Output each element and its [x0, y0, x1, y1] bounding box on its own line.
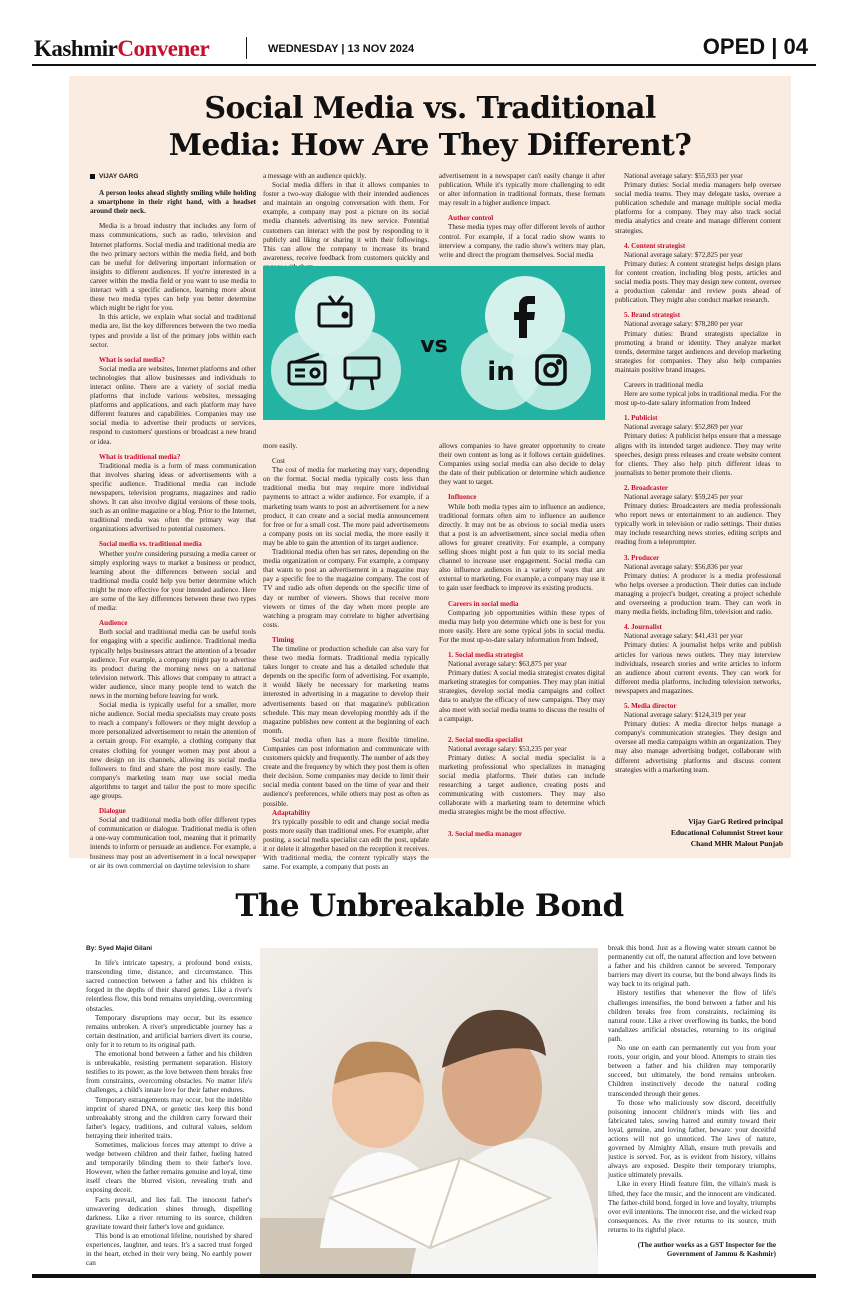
subheading: 2. Social media specialist	[448, 735, 523, 744]
article-social-vs-traditional	[69, 76, 791, 872]
graphic-svg	[263, 266, 605, 420]
paragraph: Social media often has a more flexible timeline. Companies can post information and communicate with customers quickly and frequently. The number of ads they create and the frequency by which they post them is often their decision. Some companies may decide to limit their social media content based on the time of year and their audience's preferences, while others may post as often as possible.	[263, 735, 429, 808]
article-unbreakable-bond	[63, 886, 796, 1278]
paragraph: Facts prevail, and lies fail. The innocent father's unwavering dedication shines through, dispelling darkness. Like a river returning to its source, children gravitate toward their father's love and guidance.	[86, 1195, 252, 1231]
paragraph: Social media differs in that it allows companies to foster a two-way dialogue with their intended audiences and maintain an ongoing conversation with them. For example, a company may post a picture on its social media channels advertising its new service. Potential customers can interact with the post by responding to it publicly and liking or sharing it with their followings. This can allow the company to increase its brand awareness, receive feedback from customers quickly and	[263, 181, 429, 262]
paragraph: Traditional media is a form of mass communication that involves sharing ideas or advertisements with a specific audience. Traditional media can include newspapers, television programs, magazines and radio shows. It can also involve digital versions of these tools, such as an online magazine or a blog. Prior to the Internet, traditional media was often the primary way that organizations advertised to potential customers.	[90, 461, 256, 534]
subheading: 1. Social media strategist	[448, 650, 524, 659]
paragraph: Social media is typically useful for a smaller, more niche audience. Social media specialists may create posts to reach a company's followers or they might develop a more personalized advertisement to retain the attention of a certain group. For example, a clothing company that creates clothing for younger women may post about a new design on its channels, allowing its social media followers to find and share the post more easily. The company's marketing team may use social media algorithms to target and tailor the post to more specific age groups.	[90, 701, 256, 800]
byline: By: Syed Majid Gilani	[86, 945, 153, 952]
paragraph: Traditional media often has set rates, depending on the media organization or company. For example, a company that wants to post an advertisement in a magazine may pay a specific fee to the magazine company. The cost of TV and radio ads often depends on the specific time of day or number of viewers. Shows that receive more viewers or times of the day when more people are watching a program may correlate to higher advertising costs.	[263, 548, 429, 629]
paragraph: Primary duties: Brand strategists specialize in promoting a brand or identity. They analyze market trends, determine target audiences and develop marketing strategies for companies. They also help companies maintain positive brand images.	[615, 329, 781, 374]
circle-billboard	[321, 330, 401, 410]
paragraph: Careers in traditional media	[624, 380, 703, 389]
photo-illustration	[260, 948, 598, 1278]
paragraph: National average salary: $59,245 per year	[624, 493, 743, 501]
subheading: Adaptability	[272, 808, 311, 817]
circle-instagram	[511, 330, 591, 410]
article-column-3-bottom	[439, 442, 605, 856]
paragraph: Both social and traditional media can be useful tools for engaging with a specific audience. Traditional media typically helps businesses attract the attention of a broader audience. For example, a company might pay to advertise its product during the morning news on a national television network. This allows that company to attract a wider audience, since many people tend to watch the news in the morning before leaving for work.	[90, 628, 256, 700]
paragraph: Social media are websites, Internet platforms and other technologies that allow businesses and individuals to interact online. There are a variety of social media platforms that include various websites, messaging platforms and applications, and each platform may have different features and capabilities. Companies may use social media to advertise their products or services, respond to customers' questions or broadcast a new brand or idea.	[90, 364, 256, 446]
article-column-1	[90, 172, 256, 870]
social-vs-traditional-graphic	[263, 266, 605, 420]
paragraph: National average salary: $124,319 per year	[624, 711, 747, 720]
bottom-rule	[32, 1274, 816, 1278]
subheading: Dialogue	[99, 807, 126, 816]
paragraph: advertisement in a newspaper can't easily change it after publication. While it's typically more challenging to edit or alter information in traditional formats, these formats may result in a higher audience impact.	[439, 172, 605, 208]
father-child-photo	[260, 948, 598, 1278]
paragraph: Primary duties: A publicist helps ensure that a message aligns with its intended target audience. They may write speeches, design press releases and create website content for clients. They also help pitch different ideas to journalists to better promote their clients.	[615, 432, 781, 477]
article-column-4	[615, 172, 781, 812]
newspaper-logo: KashmirConvener	[34, 36, 210, 61]
paragraph: National average salary: $78,280 per year	[624, 320, 743, 329]
paragraph: Whether you're considering pursuing a media career or simply exploring ways to market a business or product, learning about the differences between social and traditional media could help you better determine which might be more effective for your intended audience. Here are some of the key differences between these two types of media:	[90, 549, 256, 613]
paragraph: Social and traditional media both offer different types of communication or dialogue. Traditional media is often a one-way communication tool, meaning that it primarily intends to inform or persuade an audience. For example, a business may post an advertisement in a local newspaper or air its own commercial on daytime television to share	[90, 816, 256, 870]
paragraph: Media is a broad industry that includes any form of mass communications, such as radio, television and Internet platforms. Social media and traditional media are the two primary sectors within the media field, and both can be useful for delivering important information or insights to different audiences. If you're interested in a career within the media field or you want to use media to interact with a specific audience, learning more about these two media types can help you better determine which might be right for you.	[90, 222, 256, 313]
article-title: The Unbreakable Bond	[235, 888, 624, 924]
date-line: WEDNESDAY | 13 NOV 2024	[268, 43, 415, 55]
paragraph: more easily.	[263, 442, 298, 450]
subheading: 3. Social media manager	[448, 829, 523, 838]
subheading-cost: Cost	[272, 457, 286, 466]
paragraph: National average salary: $41,431 per year	[624, 632, 743, 641]
byline: VIJAY GARG	[90, 172, 256, 181]
subheading: Careers in social media	[448, 599, 519, 608]
paragraph: Like in every Hindi feature film, the villain's mask is lifted, they face the music, and the innocent are vindicated. The father-child bond, forged in love and loyalty, triumphs over evil intentions. The innocent rise, and the wicked reap consequences. As the river returns to its source, truth returns to its rightful place.	[608, 1180, 776, 1234]
paragraph: break this bond. Just as a flowing water stream cannot be permanently cut off, the natural affection and love between a father and his children cannot be severed. Temporary barriers may divert its course, but the bond always finds its way back to its original path.	[608, 944, 776, 989]
author-credit: (The author works as a GST Inspector for the Government of Jammu & Kashmir)	[637, 1241, 776, 1259]
subheading: Author control	[448, 214, 494, 223]
paragraph: allows companies to have greater opportunity to create their own content as long as it follows certain guidelines. Companies using social media can also decide to delay the date of their publication or determine which audience they want to target.	[439, 442, 605, 487]
article-column-2-top	[263, 172, 429, 264]
paragraph: No one on earth can permanently cut you from your roots, your origin, and your blood. Attempts to strain ties between a father and his children may temporarily succeed, but ultimately, the bond remains unbroken. Children instinctively decode the natural coding transcended through their genes.	[608, 1044, 776, 1098]
vs-label: vs	[420, 333, 448, 358]
subheading: What is traditional media?	[99, 452, 181, 461]
subheading: Audience	[99, 619, 128, 628]
paragraph: To those who maliciously sow discord, deceitfully poisoning innocent children's minds with lies and fabricated tales, sowing hatred and enmity toward their loyal, genuine, and loving father, beware: your deceitful actions will not go unnoticed. The laws of nature, governed by Almighty Allah, ensure truth prevails and justice is served. For, as is evident from history, villains always are exposed. Despite their temporary triumphs, justice ultimately prevails.	[608, 1098, 776, 1180]
article-column-right	[608, 944, 776, 1278]
paragraph: Primary duties: A journalist helps write and publish articles for various news outlets. They may interview individuals, research stories and write articles to inform an audience about current events. They can work for different media platforms, including television networks, newspapers and magazines.	[615, 641, 781, 695]
paragraph: Primary duties: A social media specialist is a marketing professional who specializes in managing social media platforms. Their duties can include researching a target audience, creating posts and communicating with customers. They may also collaborate with a marketing team to determine which media strategies might be the most effective.	[439, 753, 605, 817]
paragraph: Primary duties: Broadcasters are media professionals who report news or entertainment to an audience. They typically work in television or radio settings. Their duties may include researching news stories, editing scripts and reading from a teleprompter.	[615, 502, 781, 547]
paragraph: National average salary: $55,933 per year	[624, 172, 743, 180]
article-column-2-bottom	[263, 442, 429, 872]
paragraph: Primary duties: A content strategist helps design plans for content creation, including blog posts, articles and social media posts. They may design new content, oversee a production calendar and review posts ahead of publication. They might also conduct market research.	[615, 259, 781, 305]
subheading: 1. Publicist	[624, 414, 658, 423]
paragraph: Sometimes, malicious forces may attempt to drive a wedge between children and their father, fueling hatred and temporarily blinding them to their father's love. However, when the father remains genuine and loyal, time itself clears the blurred vision, revealing truth and exposing deceit.	[86, 1140, 252, 1195]
section-label: OPED | 04	[702, 34, 808, 59]
subheading: Influence	[448, 493, 477, 502]
paragraph: Temporary estrangements may occur, but the indelible imprint of shared DNA, or genetic ties keep this bond unbreakably strong and the children carry forward their father's legacy, traditions, and cultural values, seldom betraying their inherited traits.	[86, 1095, 252, 1140]
subheading: 4. Content strategist	[624, 241, 686, 250]
masthead-divider	[246, 37, 247, 59]
subheading: 5. Brand strategist	[624, 311, 681, 320]
masthead	[32, 32, 816, 66]
paragraph: Comparing job opportunities within these types of media may help you determine which one is best for you more easily. Here are some typical jobs in social media. For the most up-to-date salary information from Indeed,	[439, 608, 605, 644]
paragraph: In life's intricate tapestry, a profound bond exists, transcending time, distance, and circumstance. This sacred connection between a father and his children is forged in the depths of their shared genes. Like a river's relentless flow, this bond remains unyielding, overcoming obstacles.	[86, 959, 252, 1013]
paragraph: National average salary: $56,836 per year	[624, 562, 743, 571]
paragraph: In this article, we explain what social and traditional media are, list the key differences between the two media types and provide a list of the primary jobs within each sector.	[90, 313, 256, 349]
author-credit: Vijay GarG Retired principal Educational Columnist Street kour Chand MHR Malout Punjab	[670, 817, 783, 848]
paragraph: Here are some typical jobs in traditional media. For the most up-to-date salary information from Indeed	[615, 390, 781, 408]
subheading: Timing	[272, 635, 294, 644]
article-column-3-top	[439, 172, 605, 264]
lead-paragraph: A person looks ahead slightly smiling while holding a smartphone in their right hand, with a headset around their neck.	[90, 189, 256, 216]
paragraph: The timeline or production schedule can also vary for these two media formats. Traditional media typically takes longer to create and has a detailed schedule that depends on the specific form of advertising. For example, it would likely be necessary for marketing teams interested in advertising in a magazine to develop their advertisements based on that magazine's publication schedule. This may mean developing monthly ads if the magazine publishes new content at the beginning of each month.	[263, 644, 429, 735]
paragraph: History testifies that whenever the flow of life's challenges intensifies, the bond between a father and his children breaks free from constraints, reclaiming its natural route. Like a river overflowing its banks, the bond vandalizes artificial obstacles, returning to its original path.	[608, 989, 776, 1043]
article-title: Social Media vs. Traditional Media: How Are They Different?	[168, 91, 692, 163]
subheading: What is social media?	[99, 355, 166, 364]
paragraph: This bond is an emotional lifeline, nourished by shared experiences, laughter, and tears. It's a sacred trust forged in the heart, etched in their very being. No earthly power can	[86, 1231, 252, 1268]
subheading: 4. Journalist	[624, 623, 662, 632]
subheading: 3. Producer	[624, 553, 660, 562]
linkedin-icon: in	[487, 357, 515, 387]
paragraph: Primary duties: A media director helps manage a company's communication strategies. They design and oversee all media campaigns within an organization. They may also manage advertising budget, collaborate with different advertising platforms and discuss content strategies with a marketing team.	[615, 720, 781, 774]
paragraph: National average salary: $52,869 per year	[624, 423, 743, 432]
paragraph: Primary duties: A producer is a media professional who helps oversee a production. Their duties can include managing a project's budget, creating a project schedule and overseeing a production team. They can work in many media fields, including film, television and radio.	[615, 571, 781, 617]
paragraph: The cost of media for marketing may vary, depending on the format. Social media typically costs less than traditional media but may require more individual payments to attract a wider audience. For example, if a marketing team wants to post an advertisement for a new product, it can create and a social media announcement for free or for a small cost. The more paid advertisements a company posts on its social media, the more easily it may be able to gain the attention of its target audience.	[263, 466, 429, 547]
paragraph: National average salary: $72,825 per year	[624, 250, 743, 259]
paragraph: These media types may offer different levels of author control. For example, if a local radio show wants to interview a company, the radio show's writers may plan, write and direct the program themselves. Social media	[439, 223, 605, 259]
byline-square-icon	[90, 174, 95, 179]
paragraph: a message with an audience quickly.	[263, 172, 367, 180]
article-column-left	[86, 944, 252, 1278]
paragraph: It's typically possible to edit and change social media posts more easily than traditional ones. For example, after posting, a social media specialist can edit the post, update it or delete it altogether based on the reception it receives. With traditional media, the content typically stays the same. For example, a company that posts an	[263, 817, 429, 872]
paragraph: Primary duties: A social media strategist creates digital marketing strategies for companies. They may plan initial strategies, develop social media campaigns and collect data to analyze the efficacy of new campaigns. They may also meet with social media teams to discuss the results of a campaign.	[439, 669, 605, 723]
paragraph: Temporary disruptions may occur, but its essence remains unbroken. A river's unpredictable journey has a certain destination, and artificial barriers divert its course, only for it to return to its original path.	[86, 1013, 252, 1049]
paragraph: National average salary: $53,235 per year	[448, 744, 567, 753]
paragraph: While both media types aim to influence an audience, traditional formats often aim to influence an audience directly. It may not be as obvious to social media users that a post is an advertisement, since social media often allows for greater creativity. For example, a company selling shoes might post a fun quiz to its social media channel to increase user engagement. Social media can also influence audiences in a variety of ways that are external to marketing. For example, a company may use it to gain user feedback to improve its existing products.	[439, 502, 605, 593]
paragraph: The emotional bond between a father and his children is unbreakable, resisting permanent separation. History testifies to its power, as the love between them breaks free from constraints, overcoming obstacles. No matter life's challenges, a child's innate love for their father endures.	[86, 1050, 252, 1095]
paragraph: National average salary: $63,875 per year	[448, 660, 567, 669]
subheading: 5. Media director	[624, 701, 677, 710]
paragraph: Primary duties: Social media managers help oversee social media teams. They may delegate tasks, oversee a publication schedule and manage multiple social media platforms for a company. They may also track social media analytics and create and manage different content strategies.	[615, 181, 781, 235]
subheading: 2. Broadcaster	[624, 483, 668, 492]
subheading: Social media vs. traditional media	[99, 540, 202, 549]
